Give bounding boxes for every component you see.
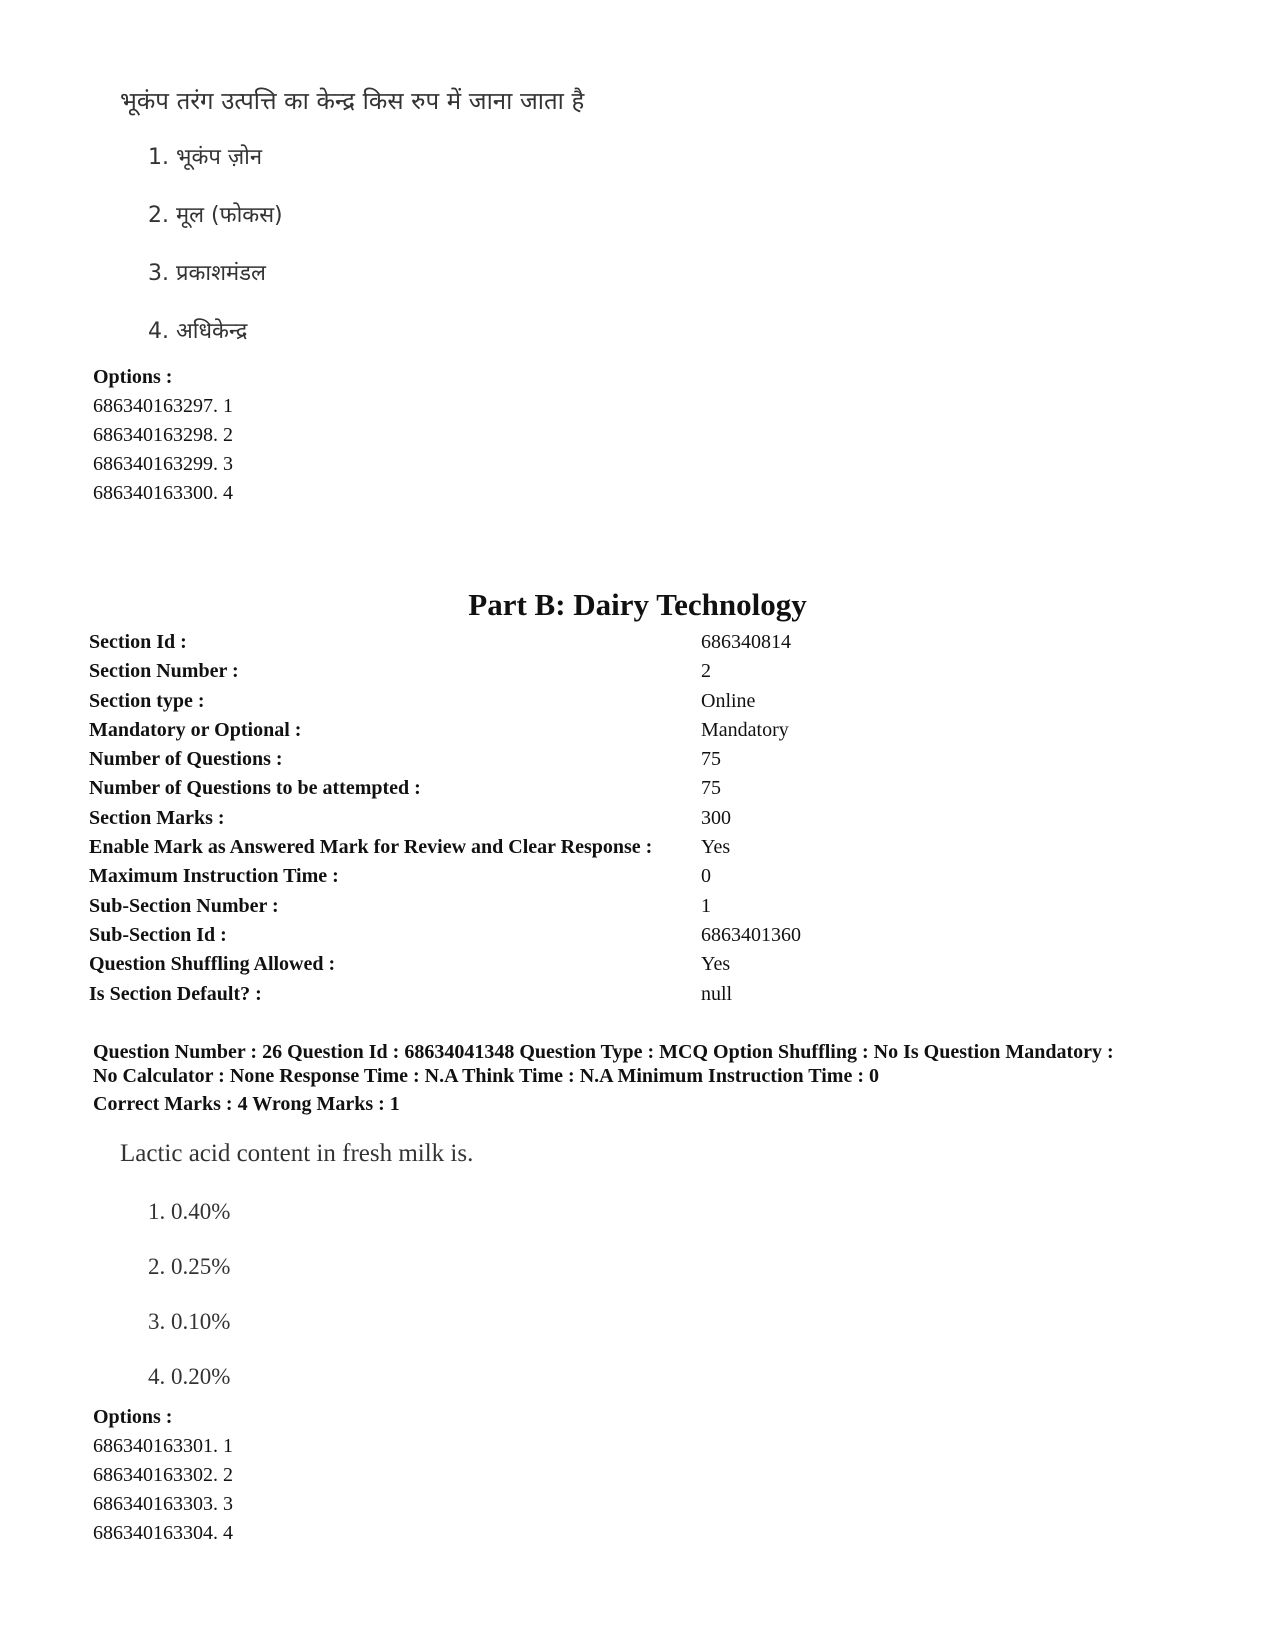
meta-key: Sub-Section Id : (89, 923, 227, 946)
choice-item: 4. अधिकेन्द्र (148, 319, 248, 344)
meta-value: 75 (701, 777, 721, 800)
options-label: Options : (93, 1406, 173, 1428)
meta-value: 300 (701, 806, 731, 829)
option-row: 686340163298. 2 (93, 424, 233, 446)
meta-key: Question Shuffling Allowed : (89, 953, 336, 976)
meta-value: 0 (701, 865, 711, 888)
question-marks: Correct Marks : 4 Wrong Marks : 1 (93, 1093, 400, 1115)
meta-key: Sub-Section Number : (89, 894, 279, 917)
option-row: 686340163297. 1 (93, 395, 233, 417)
option-row: 686340163302. 2 (93, 1464, 233, 1486)
meta-key: Section type : (89, 689, 205, 712)
option-row: 686340163304. 4 (93, 1522, 233, 1544)
meta-value: 75 (701, 748, 721, 771)
choice-item: 2. मूल (फोकस) (148, 203, 283, 228)
question-stem-prev: भूकंप तरंग उत्पत्ति का केन्द्र किस रुप में जाना जाता है (120, 87, 585, 115)
meta-value: Mandatory (701, 718, 789, 741)
meta-value: 6863401360 (701, 923, 801, 946)
meta-row (89, 950, 801, 979)
option-row: 686340163303. 3 (93, 1493, 233, 1515)
choice-item: 4. 0.20% (148, 1364, 231, 1389)
meta-row (89, 833, 801, 862)
option-row: 686340163301. 1 (93, 1435, 233, 1457)
choice-item: 1. भूकंप ज़ोन (148, 145, 263, 170)
choice-item: 3. प्रकाशमंडल (148, 261, 266, 286)
options-block (93, 1403, 233, 1548)
meta-row (89, 687, 801, 716)
meta-row (89, 921, 801, 950)
meta-row (89, 745, 801, 774)
meta-key: Section Marks : (89, 806, 225, 829)
options-block-prev (93, 363, 233, 508)
meta-key: Mandatory or Optional : (89, 718, 302, 741)
option-row: 686340163299. 3 (93, 453, 233, 475)
meta-row (89, 980, 801, 1009)
meta-value: null (701, 982, 733, 1005)
question-info-line: Question Number : 26 Question Id : 68634041348 Question Type : MCQ Option Shuffling : No Is Question Mandatory : (93, 1041, 1114, 1063)
choice-item: 3. 0.10% (148, 1309, 231, 1334)
meta-value: Online (701, 689, 756, 712)
choice-item: 2. 0.25% (148, 1254, 231, 1279)
meta-key: Section Id : (89, 631, 187, 653)
meta-value: 1 (701, 894, 711, 917)
question-choices-prev (148, 143, 283, 375)
meta-key: Number of Questions : (89, 748, 283, 771)
meta-row (89, 892, 801, 921)
section-meta-table (89, 628, 801, 1009)
meta-row (89, 716, 801, 745)
meta-key: Maximum Instruction Time : (89, 865, 339, 888)
meta-key: Is Section Default? : (89, 982, 262, 1005)
meta-key: Section Number : (89, 660, 239, 683)
question-choices (148, 1197, 230, 1417)
meta-value: Yes (701, 836, 731, 859)
meta-row (89, 774, 801, 803)
meta-key: Enable Mark as Answered Mark for Review and Clear Response : (89, 836, 653, 859)
question-info-line: No Calculator : None Response Time : N.A Think Time : N.A Minimum Instruction Time : 0 (93, 1065, 879, 1087)
meta-row (89, 628, 801, 657)
meta-row (89, 862, 801, 891)
meta-row (89, 804, 801, 833)
question-stem: Lactic acid content in fresh milk is. (120, 1140, 474, 1167)
meta-key: Number of Questions to be attempted : (89, 777, 421, 800)
meta-value: Yes (701, 953, 731, 976)
meta-row (89, 657, 801, 686)
meta-value: 686340814 (701, 631, 791, 653)
meta-value: 2 (701, 660, 711, 683)
part-title: Part B: Dairy Technology (468, 587, 807, 622)
option-row: 686340163300. 4 (93, 482, 233, 504)
question-info (93, 1040, 1243, 1116)
options-label: Options : (93, 366, 173, 388)
choice-item: 1. 0.40% (148, 1199, 231, 1224)
